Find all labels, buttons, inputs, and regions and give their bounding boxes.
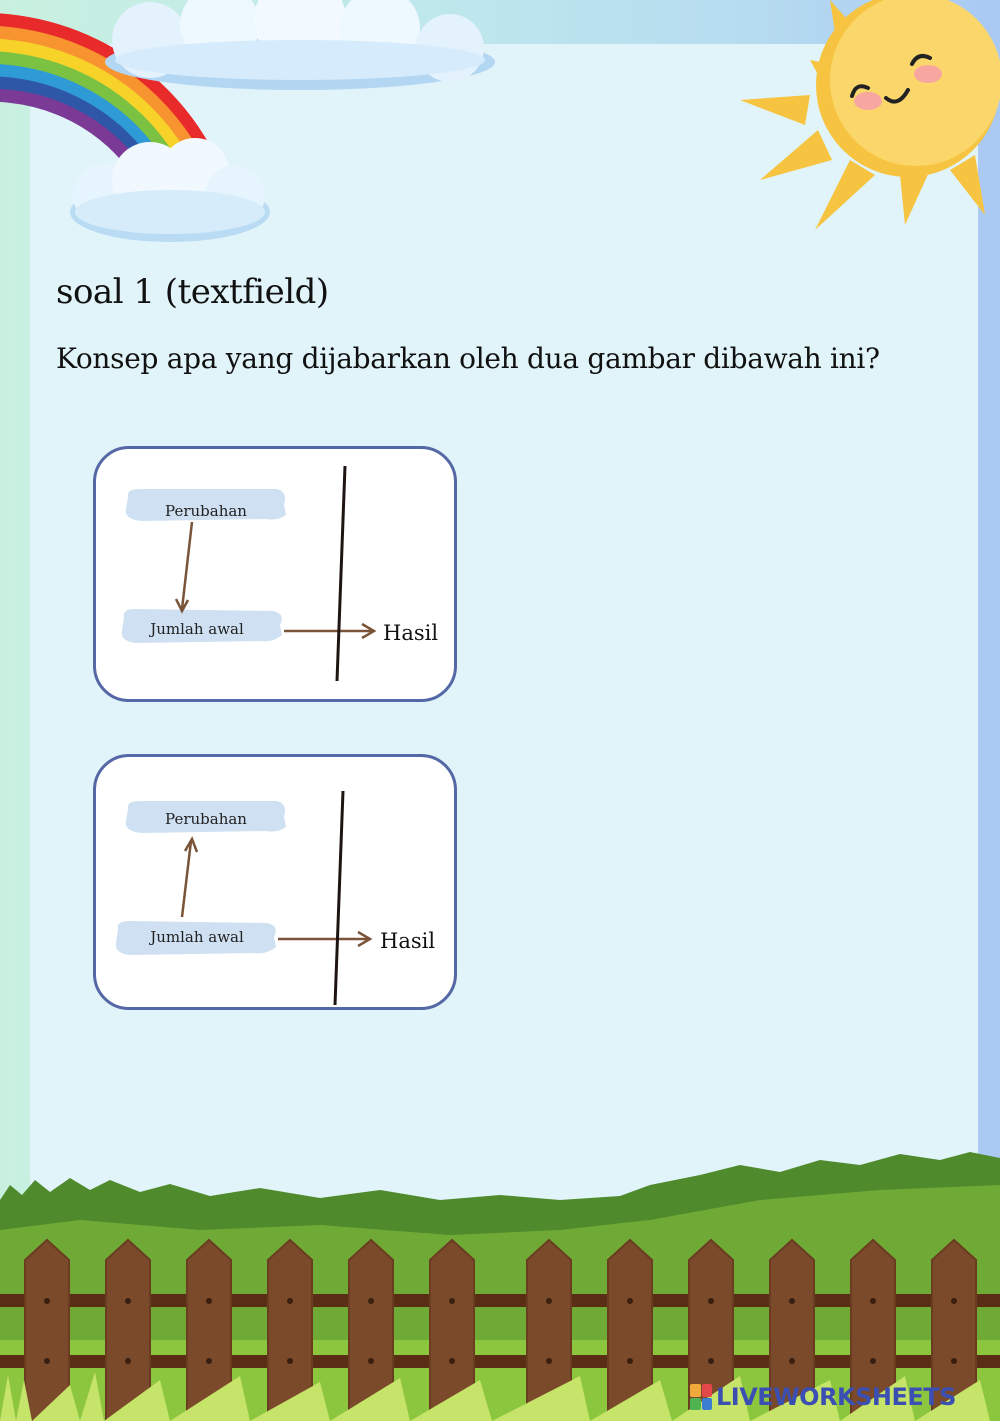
number-line (335, 791, 343, 1005)
change-label: Perubahan (165, 502, 247, 520)
diagram-card-2 (93, 754, 457, 1010)
liveworksheets-watermark (690, 1382, 956, 1412)
change-label: Perubahan (165, 810, 247, 828)
cloud-icon (0, 0, 520, 110)
change-arrow (182, 522, 192, 609)
grass-fence-illustration (0, 1140, 1000, 1421)
initial-amount-label: Jumlah awal (150, 620, 244, 638)
cloud-icon (70, 138, 270, 242)
watermark-text: LIVEWORKSHEETS (716, 1383, 956, 1411)
number-line (337, 466, 345, 681)
question-text: Konsep apa yang dijabarkan oleh dua gambar dibawah ini? (56, 342, 880, 375)
initial-amount-label: Jumlah awal (150, 928, 244, 946)
result-label: Hasil (383, 621, 439, 645)
worksheet-title: soal 1 (textfield) (56, 272, 329, 312)
sun-icon (740, 0, 1000, 230)
result-label: Hasil (380, 929, 436, 953)
diagram-card-1 (93, 446, 457, 702)
liveworksheets-logo-icon (690, 1384, 712, 1410)
change-arrow (182, 841, 191, 917)
